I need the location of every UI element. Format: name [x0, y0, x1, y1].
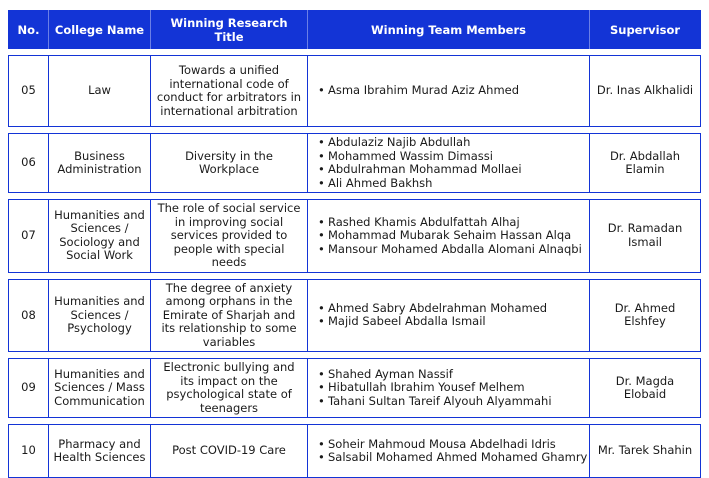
- row-number-cell: 08: [9, 279, 49, 352]
- header-row: [9, 10, 701, 49]
- team-member-item: • Shahed Ayman Nassif: [318, 368, 585, 382]
- row-number-cell: 06: [9, 134, 49, 193]
- team-member-item: • Salsabil Mohamed Ahmed Mohamed Ghamry: [318, 451, 585, 465]
- row-spacer-cell: [9, 127, 701, 134]
- team-members-cell: [308, 359, 590, 418]
- supervisor-cell: Dr. Abdallah Elamin: [590, 134, 701, 193]
- row-spacer-cell: [9, 352, 701, 359]
- row-number-cell: 07: [9, 200, 49, 273]
- college-name-cell: Humanities and Sciences / Mass Communication: [49, 359, 151, 418]
- table-row: [9, 359, 701, 418]
- team-members-list: [318, 436, 588, 465]
- college-name-cell: Pharmacy and Health Sciences: [49, 425, 151, 478]
- team-member-item: • Mohammad Mubarak Sehaim Hassan Alqa: [318, 229, 585, 243]
- winners-table: [8, 10, 701, 478]
- row-spacer-cell: [9, 418, 701, 425]
- team-member-item: • Abdulaziz Najib Abdullah: [318, 136, 585, 150]
- team-member-item: • Ali Ahmed Bakhsh: [318, 177, 585, 191]
- header-college-name: College Name: [49, 10, 151, 49]
- research-title-cell: Diversity in the Workplace: [151, 134, 308, 193]
- college-name-cell: Humanities and Sciences / Psychology: [49, 279, 151, 352]
- team-members-cell: [308, 134, 590, 193]
- team-member-item: • Rashed Khamis Abdulfattah Alhaj: [318, 216, 585, 230]
- team-members-list: [318, 216, 585, 257]
- row-spacer: [9, 418, 701, 425]
- research-title-cell: Electronic bullying and its impact on the psychological state of teenagers: [151, 359, 308, 418]
- table-row: [9, 56, 701, 127]
- team-member-item: • Majid Sabeel Abdalla Ismail: [318, 315, 585, 329]
- team-member-item: • Ahmed Sabry Abdelrahman Mohamed: [318, 302, 585, 316]
- row-spacer: [9, 127, 701, 134]
- supervisor-cell: Dr. Ramadan Ismail: [590, 200, 701, 273]
- team-members-cell: [308, 56, 590, 127]
- row-spacer-cell: [9, 272, 701, 279]
- team-member-item: • Hibatullah Ibrahim Yousef Melhem: [318, 381, 585, 395]
- row-spacer-cell: [9, 193, 701, 200]
- supervisor-cell: Dr. Inas Alkhalidi: [590, 56, 701, 127]
- table-row: [9, 134, 701, 193]
- winners-table-container: [8, 10, 700, 478]
- research-title-cell: The role of social service in improving social services provided to people with special needs: [151, 200, 308, 273]
- college-name-cell: Business Administration: [49, 134, 151, 193]
- team-members-list: [318, 302, 585, 329]
- row-number-cell: 05: [9, 56, 49, 127]
- header-supervisor: Supervisor: [590, 10, 701, 49]
- research-title-cell: The degree of anxiety among orphans in the Emirate of Sharjah and its relationship to some variables: [151, 279, 308, 352]
- team-members-list: [318, 136, 585, 190]
- team-member-item: • Mansour Mohamed Abdalla Alomani Alnaqbi: [318, 243, 585, 257]
- team-member-item: • Soheir Mahmoud Mousa Abdelhadi Idris: [318, 438, 585, 452]
- team-members-list: [318, 84, 585, 98]
- table-row: [9, 279, 701, 352]
- college-name-cell: Humanities and Sciences / Sociology and Social Work: [49, 200, 151, 273]
- supervisor-cell: Dr. Ahmed Elshfey: [590, 279, 701, 352]
- team-members-list: [318, 368, 585, 409]
- team-member-item: • Mohammed Wassim Dimassi: [318, 150, 585, 164]
- college-name-cell: Law: [49, 56, 151, 127]
- row-number-cell: 09: [9, 359, 49, 418]
- team-member-item: • Asma Ibrahim Murad Aziz Ahmed: [318, 84, 585, 98]
- header-team-members: Winning Team Members: [308, 10, 590, 49]
- row-number-cell: 10: [9, 425, 49, 478]
- supervisor-cell: Dr. Magda Elobaid: [590, 359, 701, 418]
- team-member-item: • Abdulrahman Mohammad Mollaei: [318, 163, 585, 177]
- row-spacer: [9, 352, 701, 359]
- research-title-cell: Post COVID-19 Care: [151, 425, 308, 478]
- row-spacer: [9, 193, 701, 200]
- team-members-cell: [308, 279, 590, 352]
- research-title-cell: Towards a unified international code of conduct for arbitrators in international arbitration: [151, 56, 308, 127]
- team-members-cell: [308, 200, 590, 273]
- header-no: No.: [9, 10, 49, 49]
- team-members-cell: [308, 425, 590, 478]
- header-research-title: Winning Research Title: [151, 10, 308, 49]
- table-row: [9, 200, 701, 273]
- team-member-item: • Tahani Sultan Tareif Alyouh Alyammahi: [318, 395, 585, 409]
- supervisor-cell: Mr. Tarek Shahin: [590, 425, 701, 478]
- row-spacer: [9, 272, 701, 279]
- table-row: [9, 425, 701, 478]
